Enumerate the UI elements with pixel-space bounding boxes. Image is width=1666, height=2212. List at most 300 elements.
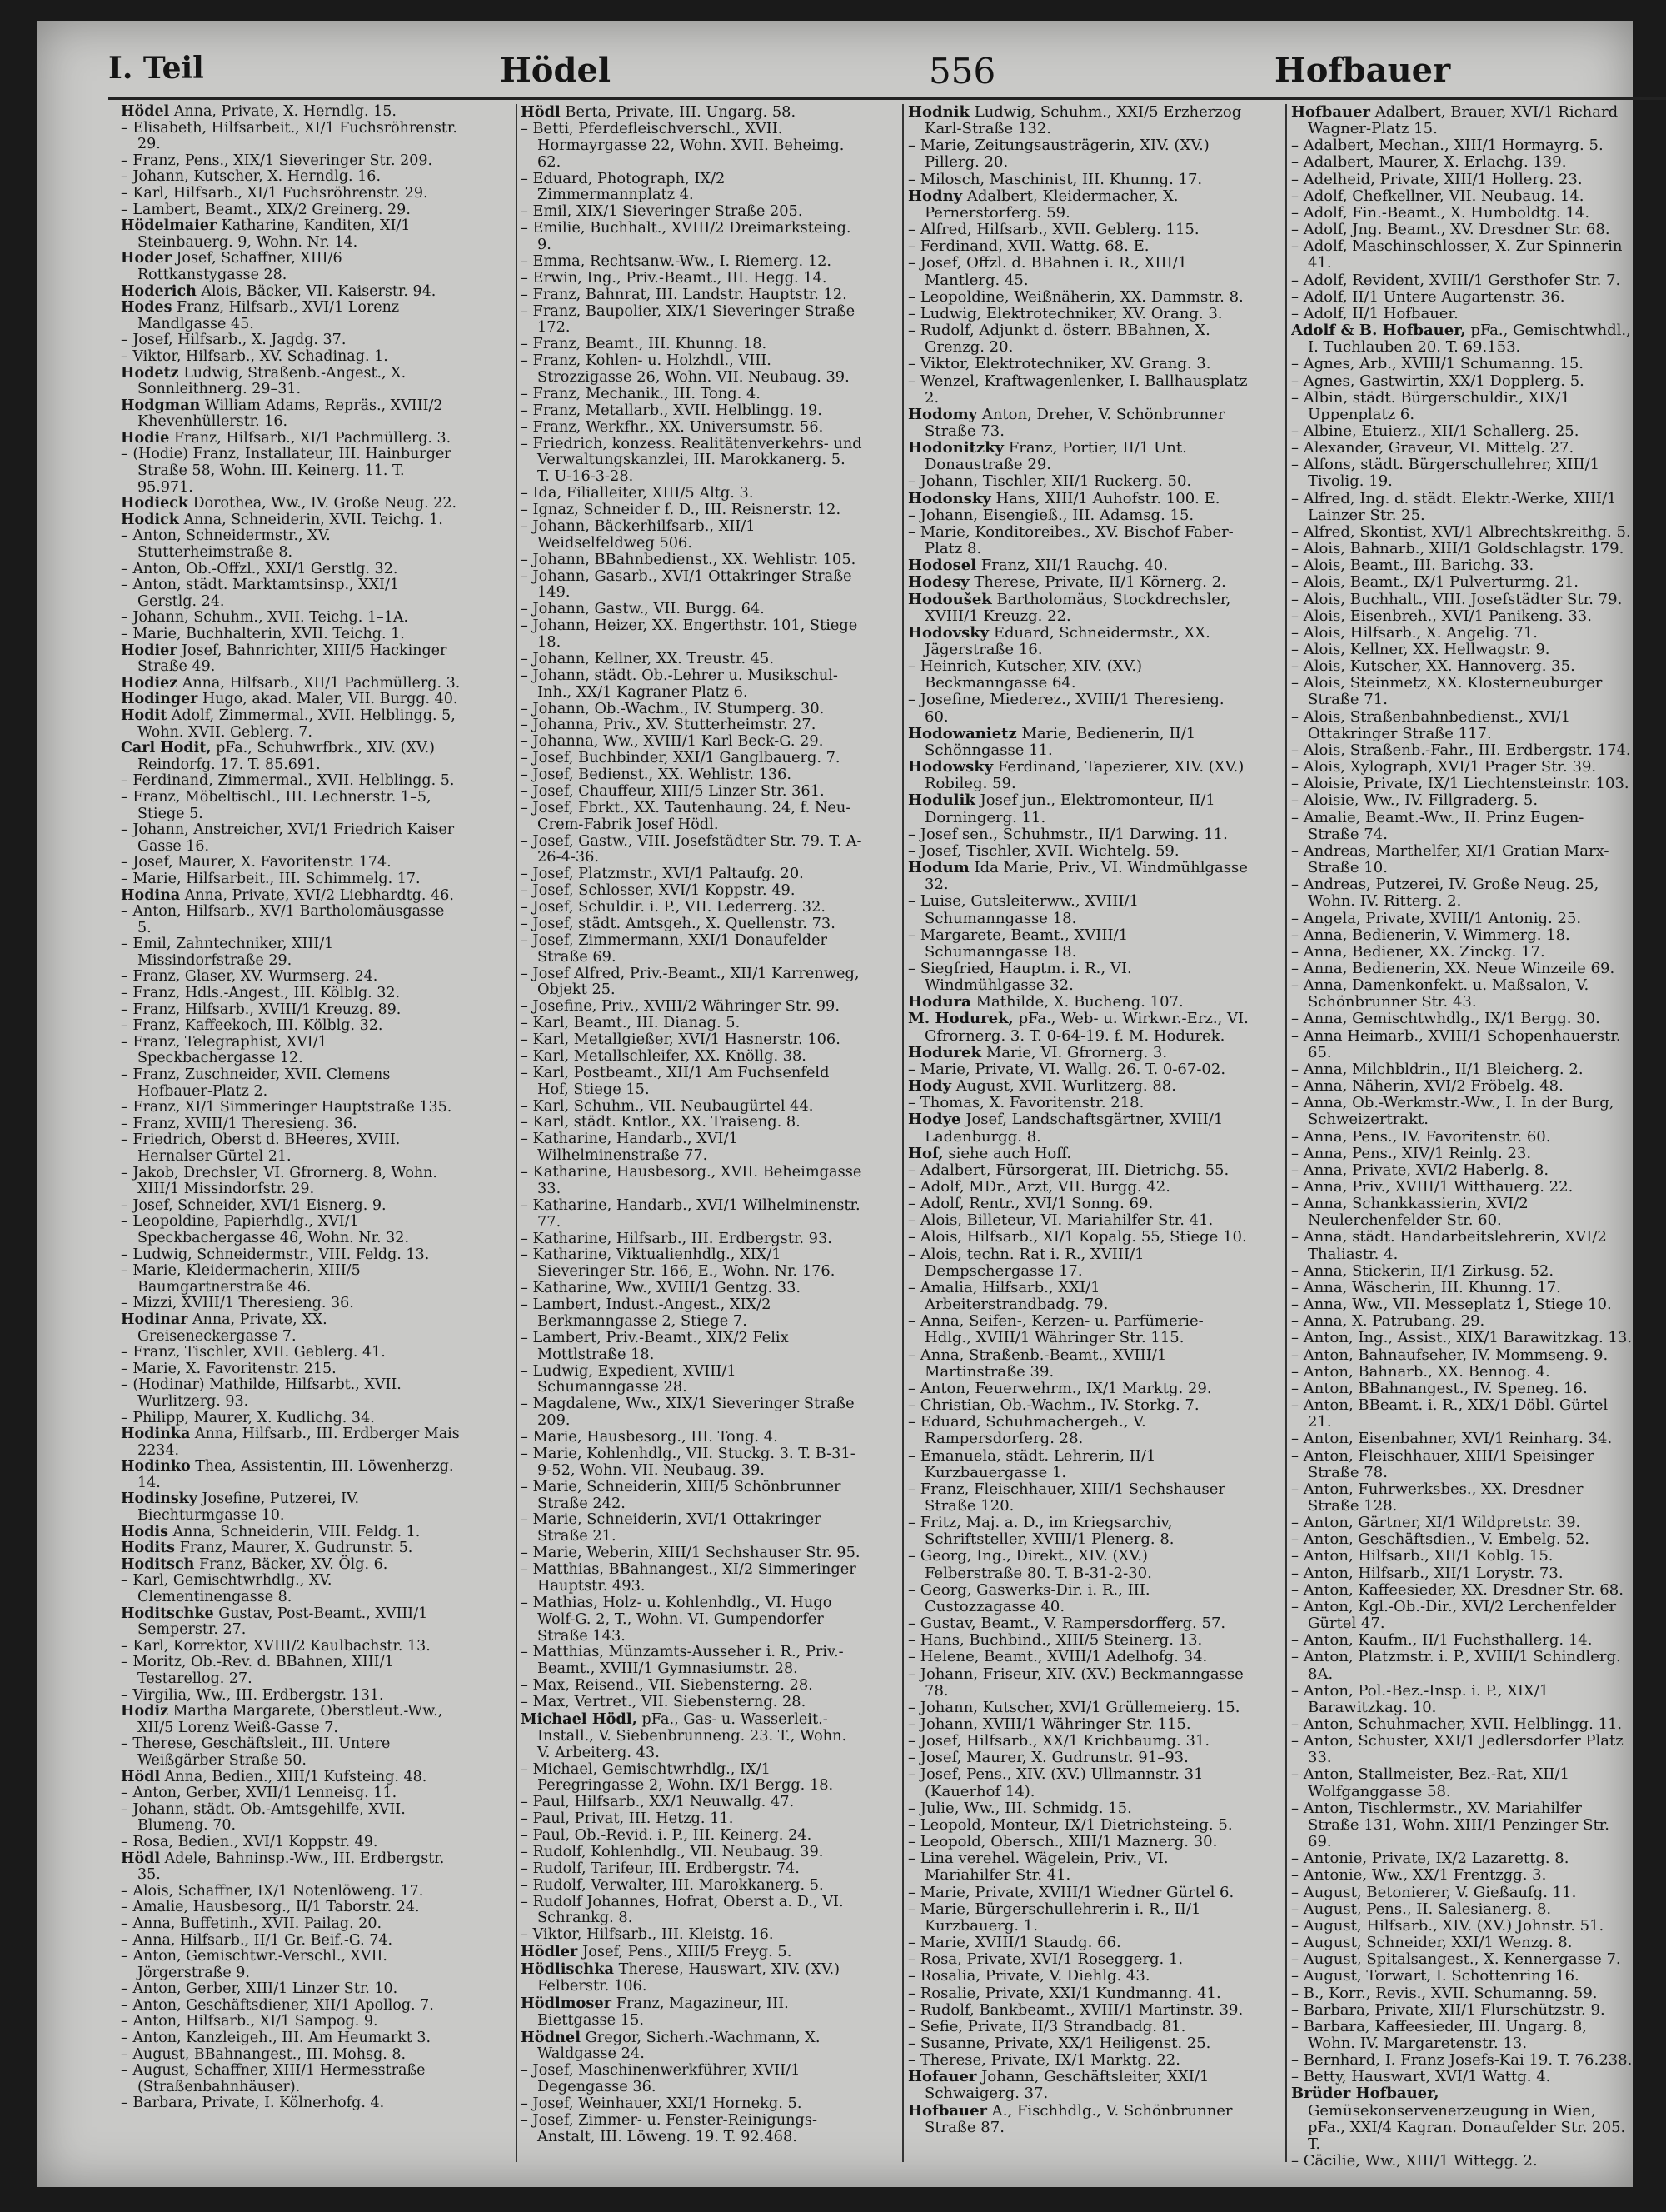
directory-entry (908, 1313, 1250, 1346)
part-label: I. Teil (108, 51, 204, 86)
entry-details: Anna, Hilfsarb., III. Erdberger Mais 2234. (137, 1426, 460, 1459)
entry-details: – Anna, Seifen-, Kerzen- u. Parfümerie-Hdlg., XVIII/1 Währinger Str. 115. (908, 1312, 1204, 1347)
entry-details: – Katharine, Hausbesorg., XVII. Beheimgasse 33. (521, 1164, 862, 1197)
entry-details: Johann, Geschäftsleiter, XXI/1 Schwaigerg. 37. (925, 2068, 1210, 2103)
directory-entry (121, 741, 462, 773)
entry-details: – Josef, Schlosser, XVI/1 Koppstr. 49. (521, 882, 796, 900)
directory-entry (521, 652, 862, 668)
directory-entry (1291, 1280, 1633, 1296)
entry-details: – Ida, Filialleiter, XIII/5 Altg. 3. (521, 485, 754, 502)
directory-entry (121, 1263, 462, 1296)
entry-details: – Rosa, Bedien., XVI/1 Koppstr. 49. (121, 1833, 378, 1850)
directory-entry (121, 1100, 462, 1116)
entry-details: – Anton, Geschäftsdien., V. Embelg. 52. (1291, 1530, 1589, 1549)
directory-entry (1291, 2002, 1633, 2019)
directory-entry (908, 356, 1250, 372)
directory-entry (1291, 1968, 1633, 1985)
entry-details: – Anton, Bahnarb., XX. Bennog. 4. (1291, 1362, 1550, 1381)
directory-entry (908, 1246, 1250, 1280)
directory-entry (1291, 356, 1633, 372)
last-entry-word: Hofbauer (1274, 51, 1451, 90)
directory-entry (121, 1312, 462, 1345)
entry-details: – Anton, Schuster, XXI/1 Jedlersdorfer Platz 33. (1291, 1732, 1624, 1767)
entry-details: – Leopoldine, Weißnäherin, XX. Dammstr. 8. (908, 287, 1244, 306)
header-rule (108, 97, 1666, 100)
entry-details: – Marie, X. Favoritenstr. 215. (121, 1360, 337, 1377)
entry-details: – Anton, BBahnangest., IV. Speneg. 16. (1291, 1379, 1588, 1397)
directory-entry (908, 1515, 1250, 1548)
directory-entry (1291, 137, 1633, 154)
entry-details: – Paul, Ob.-Revid. i. P., III. Keinerg. 24. (521, 1827, 812, 1844)
entry-details: – Karl, Hilfsarb., XI/1 Fuchsröhrenstr. 29. (121, 184, 428, 202)
entry-details: – Alfons, städt. Bürgerschullehrer, XIII/1 Tivolig. 19. (1291, 456, 1600, 491)
directory-entry (908, 238, 1250, 255)
directory-entry (908, 625, 1250, 658)
entry-details: – Anton, Hilfsarb., XII/1 Lorystr. 73. (1291, 1564, 1564, 1582)
directory-entry (908, 1347, 1250, 1381)
directory-entry (1291, 810, 1633, 843)
entry-surname: Hodosel (908, 557, 977, 575)
directory-entry (908, 373, 1250, 407)
entry-details: – Franz, Baupolier, XIX/1 Sieveringer Straße 172. (521, 302, 855, 337)
directory-entry (521, 916, 862, 933)
entry-details: – Johann, Friseur, XIV. (XV.) Beckmanngasse 78. (908, 1665, 1244, 1700)
directory-entry (121, 1573, 462, 1605)
directory-entry (121, 186, 462, 202)
directory-entry (908, 1968, 1250, 1985)
entry-details: – Anna, Bedienerin, V. Wimmerg. 18. (1291, 926, 1570, 944)
entry-details: – Amalie, Beamt.-Ww., II. Prinz Eugen-Straße 74. (1291, 808, 1584, 843)
directory-entry (1291, 792, 1633, 809)
directory-entry (521, 1795, 862, 1811)
entry-details: Adalbert, Brauer, XVI/1 Richard Wagner-Platz 15. (1308, 104, 1619, 138)
entry-details: Franz, Magazineur, III. Biettgasse 15. (537, 1995, 789, 2029)
entry-details: – Anna, Gemischtwhdlg., IX/1 Bergg. 30. (1291, 1010, 1600, 1028)
entry-details: – Jakob, Drechsler, VI. Gfrornerg. 8, Wohn. XIII/1 Missindorfstr. 29. (121, 1164, 437, 1198)
entry-details: – Ludwig, Expedient, XVIII/1 Schumanngasse 28. (521, 1362, 736, 1396)
directory-entry (521, 618, 862, 652)
page-number: 556 (929, 51, 996, 92)
directory-entry (908, 306, 1250, 322)
directory-entry (908, 1061, 1250, 1078)
entry-details: Thea, Assistentin, III. Löwenherzg. 14. (137, 1458, 454, 1491)
directory-entry (908, 104, 1250, 137)
entry-details: – Karl, Metallgießer, XVI/1 Hasnerstr. 106. (521, 1031, 840, 1048)
directory-entry (1291, 1800, 1633, 1850)
directory-entry (121, 1540, 462, 1557)
entry-surname: Hodnik (908, 104, 970, 121)
entry-details: – Rudolf Johannes, Hofrat, Oberst a. D., VI. Schrankg. 8. (521, 1893, 844, 1927)
directory-entry (521, 966, 862, 1000)
entry-details: pFa., Schuhwrfbrk., XIV. (XV.) Reindorfg. 17. T. 85.691. (137, 740, 435, 773)
entry-details: – Josef, Zimmermann, XXI/1 Donaufelder Straße 69. (521, 931, 828, 966)
entry-surname: Hodis (121, 1523, 168, 1540)
entry-details: – Cäcilie, Ww., XIII/1 Wittegg. 2. (1291, 2152, 1538, 2170)
directory-entry (1291, 592, 1633, 608)
directory-entry (908, 658, 1250, 692)
entry-details: – Rudolf, Verwalter, III. Marokkanerg. 5. (521, 1876, 824, 1894)
directory-entry (521, 502, 862, 519)
entry-details: – Viktor, Hilfsarb., III. Kleistg. 16. (521, 1926, 774, 1944)
entry-details: – Christian, Ob.-Wachm., IV. Storkg. 7. (908, 1396, 1200, 1415)
entry-details: – August, Pens., II. Salesianerg. 8. (1291, 1900, 1552, 1918)
entry-details: Marie, VI. Gfrornerg. 3. (985, 1043, 1168, 1061)
entry-surname: Hof, (908, 1144, 944, 1162)
directory-entry (521, 1828, 862, 1845)
entry-details: – Katharine, Viktualienhdlg., XIX/1 Sieveringer Str. 166, E., Wohn. Nr. 176. (521, 1246, 835, 1281)
directory-entry (1291, 440, 1633, 457)
directory-entry (121, 1067, 462, 1100)
directory-entry (1291, 1229, 1633, 1262)
entry-surname: Hodieck (121, 495, 189, 512)
entry-details: – Karl, städt. Kntlor., XX. Traiseng. 8. (521, 1114, 801, 1131)
directory-entry (1291, 1028, 1633, 1061)
directory-entry (1291, 1985, 1633, 2002)
directory-entry (908, 792, 1250, 826)
entry-details: – Franz, Hdls.-Angest., III. Kölblg. 32. (121, 985, 401, 1002)
directory-entry (1291, 306, 1633, 322)
directory-entry (908, 961, 1250, 994)
directory-entry (908, 322, 1250, 356)
entry-surname: Hoder (121, 250, 172, 267)
entry-details: – Angela, Private, XVIII/1 Antonig. 25. (1291, 909, 1582, 927)
directory-entry (1291, 759, 1633, 776)
directory-entry (521, 1231, 862, 1248)
directory-entry (121, 986, 462, 1002)
directory-entry (908, 592, 1250, 625)
directory-entry (1291, 1397, 1633, 1431)
entry-surname: Hödlmoser (521, 1994, 612, 2012)
entry-details: – Marie, Schneiderin, XIII/5 Schönbrunner Straße 242. (521, 1478, 841, 1512)
entry-surname: Hodum (908, 859, 970, 877)
directory-entry (521, 1861, 862, 1878)
entry-surname: Hödelmaier (121, 217, 217, 235)
directory-entry (121, 2014, 462, 2030)
entry-details: Adalbert, Kleidermacher, X. Pernerstorferg. 59. (925, 187, 1179, 222)
directory-entry (1291, 1766, 1633, 1800)
entry-details: Berta, Private, III. Ungarg. 58. (565, 104, 796, 121)
entry-details: – Josef, Gastw., VIII. Josefstädter Str. 79. T. A-26-4-36. (521, 832, 862, 866)
directory-entry (121, 1198, 462, 1215)
entry-details: – Albine, Etuierz., XII/1 Schallerg. 25. (1291, 422, 1579, 440)
entry-details: – Johann, Bäckerhilfsarb., XII/1 Weidselfeldweg 506. (521, 517, 756, 552)
directory-entry (521, 1927, 862, 1944)
entry-details: – Emil, Zahntechniker, XIII/1 Missindorfstraße 29. (121, 936, 334, 969)
entry-details: – Alfred, Skontist, XVI/1 Albrechtskreithg. 5. (1291, 522, 1631, 541)
directory-entry (521, 1480, 862, 1513)
entry-details: Franz, Maurer, X. Gudrunstr. 5. (179, 1540, 413, 1557)
directory-entry (908, 1766, 1250, 1800)
entry-details: – Ferdinand, XVII. Wattg. 68. E. (908, 237, 1150, 256)
directory-entry (1291, 1347, 1633, 1364)
directory-entry (521, 1695, 862, 1711)
entry-details: – Anton, Hilfsarb., XV/1 Bartholomäusgasse 5. (121, 903, 445, 936)
entry-details: Josef jun., Elektromonteur, II/1 Dorningerg. 11. (925, 791, 1215, 826)
directory-entry (521, 552, 862, 569)
column-divider (1285, 104, 1287, 2162)
entry-details: – Franz, Telegraphist, XVI/1 Speckbachergasse 12. (121, 1033, 327, 1067)
entry-details: – Mathias, Holz- u. Kohlenhdlg., VI. Hugo Wolf-G. 2, T., Wohn. VI. Gumpendorfer Straße 143. (521, 1594, 832, 1645)
directory-entry (521, 1562, 862, 1595)
entry-details: – Heinrich, Kutscher, XIV. (XV.) Beckmanngasse 64. (908, 657, 1143, 692)
directory-entry (121, 627, 462, 643)
directory-column-3 (908, 104, 1250, 2179)
directory-entry (121, 676, 462, 692)
entry-surname: Hodinka (121, 1426, 191, 1443)
entry-details: – Johann, städt. Ob.-Amtsgehilfe, XVII. Blumeng. 70. (121, 1800, 406, 1835)
entry-details: – Josef, Schuldir. i. P., VII. Lederrerg. 32. (521, 899, 826, 916)
directory-entry (121, 300, 462, 332)
directory-entry (521, 1944, 862, 1961)
directory-entry (908, 524, 1250, 557)
entry-details: – Franz, Glaser, XV. Wurmserg. 24. (121, 968, 378, 986)
entry-details: – Friedrich, konzess. Realitätenverkehrs- und Verwaltungskanzlei, III. Marokkanerg. 5. T. U-16-3-28. (521, 435, 862, 486)
directory-entry (121, 1851, 462, 1884)
directory-entry (1291, 1716, 1633, 1733)
entry-details: – Adelheid, Private, XIII/1 Hollerg. 23. (1291, 170, 1583, 188)
entry-details: Therese, Hauswart, XIV. (XV.) Felberstr. 106. (537, 1961, 840, 1995)
directory-entry (908, 1229, 1250, 1246)
entry-details: Ida Marie, Priv., VI. Windmühlgasse 32. (925, 859, 1248, 894)
directory-entry (908, 1448, 1250, 1481)
entry-details: – Anton, Fleischhauer, XIII/1 Speisinger Straße 78. (1291, 1446, 1594, 1481)
entry-details: – Karl, Gemischtwrhdlg., XV. Clementinengasse 8. (121, 1572, 332, 1606)
directory-entry (1291, 1381, 1633, 1397)
entry-details: – Leopoldine, Papierhdlg., XVI/1 Speckbachergasse 46, Wohn. Nr. 32. (121, 1213, 410, 1246)
entry-details: Anna, Hilfsarb., XII/1 Pachmüllerg. 3. (182, 674, 461, 692)
entry-details: – Anton, Stallmeister, Bez.-Rat, XII/1 Wolfganggasse 58. (1291, 1765, 1569, 1800)
entry-details: Gustav, Post-Beamt., XVIII/1 Semperstr. 27. (137, 1605, 428, 1639)
entry-details: Bartholomäus, Stockdrechsler, XVIII/1 Kreuzg. 22. (925, 590, 1231, 625)
directory-entry (121, 871, 462, 888)
entry-details: – Thomas, X. Favoritenstr. 218. (908, 1094, 1145, 1112)
entry-surname: Hodesy (908, 573, 970, 592)
entry-details: Mathilde, X. Bucheng. 107. (975, 993, 1184, 1011)
entry-details: – Michael, Gemischtwrhdlg., IX/1 Peregringasse 2, Wohn. IX/1 Bergg. 18. (521, 1760, 834, 1795)
entry-details: Josef, Bahnrichter, XIII/5 Hackinger Straße 49. (137, 642, 447, 676)
directory-entry (1291, 2019, 1633, 2052)
entry-details: – Therese, Private, IX/1 Marktg. 22. (908, 2051, 1180, 2070)
entry-details: – Anton, Kaufm., II/1 Fuchsthallerg. 14. (1291, 1631, 1593, 1650)
entry-details: – Barbara, Private, I. Kölnerhofg. 4. (121, 2095, 385, 2112)
entry-details: – Anna, Straßenb.-Beamt., XVIII/1 Martinstraße 39. (908, 1346, 1167, 1381)
directory-entry (521, 933, 862, 966)
directory-entry (121, 577, 462, 610)
entry-details: – Katharine, Handarb., XVI/1 Wilhelminenstraße 77. (521, 1131, 738, 1165)
entry-details: – Anna, städt. Handarbeitslehrerin, XVI/2 Thaliastr. 4. (1291, 1228, 1607, 1263)
entry-details: – Leopold, Obersch., XIII/1 Maznerg. 30. (908, 1833, 1218, 1851)
entry-details: – Adolf, II/1 Hofbauer. (1291, 304, 1459, 322)
directory-entry (521, 437, 862, 487)
entry-details: – Alois, Schaffner, IX/1 Notenlöweng. 17. (121, 1882, 424, 1900)
directory-entry (908, 893, 1250, 926)
entry-details: – Josef, Pens., XIV. (XV.) Ullmannstr. 31 (Kauerhof 14). (908, 1765, 1204, 1800)
directory-entry (121, 1639, 462, 1655)
entry-details: – Franz, Zuschneider, XVII. Clemens Hofbauer-Platz 2. (121, 1066, 391, 1100)
entry-details: Anna, Bedien., XIII/1 Kufsteing. 48. (164, 1768, 427, 1785)
entry-details: – Johann, Anstreicher, XVI/1 Friedrich Kaiser Gasse 16. (121, 821, 455, 855)
directory-entry (121, 528, 462, 561)
directory-entry (121, 1377, 462, 1410)
entry-details: – Therese, Geschäftsleit., III. Untere Weißgärber Straße 50. (121, 1735, 391, 1769)
directory-entry (908, 927, 1250, 961)
entry-details: – Lambert, Indust.-Angest., XIX/2 Berkmanngasse 2, Stiege 7. (521, 1296, 771, 1330)
entry-details: – Anton, Kgl.-Ob.-Dir., XVI/2 Lerchenfelder Gürtel 47. (1291, 1597, 1617, 1633)
directory-entry (1291, 776, 1633, 792)
directory-entry (908, 1414, 1250, 1447)
entry-details: – Agnes, Arb., XVIII/1 Schumanng. 15. (1291, 355, 1584, 373)
entry-details: Martha Margarete, Oberstleut.-Ww., XII/5 Lorenz Weiß-Gasse 7. (137, 1703, 443, 1736)
directory-entry (908, 843, 1250, 860)
entry-details: – Marie, Schneiderin, XVI/1 Ottakringer Straße 21. (521, 1511, 821, 1545)
directory-entry (121, 512, 462, 529)
directory-entry (521, 784, 862, 801)
directory-entry (121, 1116, 462, 1133)
directory-entry (521, 271, 862, 287)
entry-surname: Hodomy (908, 405, 978, 423)
entry-surname: Hodgman (121, 397, 201, 414)
directory-entry (121, 1785, 462, 1802)
directory-entry (521, 221, 862, 254)
entry-details: – Betty, Hauswart, XVI/1 Wattg. 4. (1291, 2068, 1551, 2086)
directory-entry (1291, 1263, 1633, 1280)
entry-details: – August, BBahnangest., III. Mohsg. 8. (121, 2045, 407, 2063)
entry-details: – Anna, Stickerin, II/1 Zirkusg. 52. (1291, 1261, 1554, 1280)
directory-entry (121, 1345, 462, 1361)
entry-details: – Marie, XVIII/1 Staudg. 66. (908, 1934, 1121, 1952)
entry-details: – Adolf, MDr., Arzt, VII. Burgg. 42. (908, 1178, 1170, 1196)
directory-entry (1291, 1313, 1633, 1330)
directory-entry (1291, 1196, 1633, 1229)
entry-surname: Hodinsky (121, 1490, 197, 1508)
entry-details: – Marie, Buchhalterin, XVII. Teichg. 1. (121, 626, 405, 642)
entry-details: – Aloisie, Private, IX/1 Liechtensteinstr. 103. (1291, 775, 1629, 793)
directory-entry (121, 1426, 462, 1459)
entry-details: – Adalbert, Maurer, X. Erlachg. 139. (1291, 153, 1567, 172)
entry-details: – Lambert, Beamt., XIX/2 Greinerg. 29. (121, 201, 411, 218)
directory-entry (1291, 491, 1633, 524)
directory-entry (1291, 423, 1633, 440)
entry-details: – Fritz, Maj. a. D., im Kriegsarchiv, Schriftsteller, XVIII/1 Plenerg. 8. (908, 1514, 1175, 1549)
directory-entry (1291, 1649, 1633, 1682)
entry-details: – Alois, techn. Rat i. R., XVIII/1 Dempschergasse 17. (908, 1245, 1145, 1280)
entry-surname: Hodinger (121, 691, 198, 708)
directory-entry (121, 2063, 462, 2095)
entry-details: – Josef, Weinhauer, XXI/1 Hornekg. 5. (521, 2095, 802, 2112)
entry-details: – Ignaz, Schneider f. D., III. Reisnerstr. 12. (521, 502, 841, 518)
entry-details: – Magdalene, Ww., XIX/1 Sieveringer Straße 209. (521, 1396, 855, 1430)
entry-surname: Hödl (121, 1850, 161, 1867)
directory-entry (908, 1817, 1250, 1834)
entry-details: – Betti, Pferdefleischverschl., XVII. Hormayrgasse 22, Wohn. XVII. Beheimg. 62. (521, 120, 845, 171)
entry-surname: Hodinar (121, 1311, 188, 1328)
directory-entry (908, 1834, 1250, 1850)
entry-details: – Anton, Hilfsarb., XI/1 Sampog. 9. (121, 2013, 378, 2030)
directory-entry (521, 1762, 862, 1795)
directory-entry (521, 900, 862, 916)
directory-entry (908, 1212, 1250, 1229)
entry-details: – Alexander, Graveur, VI. Mittelg. 27. (1291, 439, 1574, 457)
entry-surname: Hodowanietz (908, 724, 1017, 742)
directory-entry (908, 473, 1250, 490)
entry-details: – Katharine, Ww., XVIII/1 Gentzg. 33. (521, 1280, 801, 1297)
directory-entry (521, 1131, 862, 1165)
directory-entry (908, 188, 1250, 222)
entry-details: – Johann, Tischler, XII/1 Ruckerg. 50. (908, 472, 1192, 491)
entry-details: – Anton, Hilfsarb., XII/1 Koblg. 15. (1291, 1547, 1554, 1565)
directory-entry (1291, 457, 1633, 490)
entry-details: – Anton, Gerber, XVII/1 Lenneisg. 11. (121, 1785, 397, 1802)
directory-column-1 (121, 104, 462, 2179)
directory-entry (1291, 1531, 1633, 1548)
entry-details: – Adolf, II/1 Untere Augartenstr. 36. (1291, 287, 1565, 306)
directory-entry (908, 1885, 1250, 1901)
directory-entry (521, 1115, 862, 1131)
entry-details: – Alois, Buchhalt., VIII. Josefstädter Str. 79. (1291, 590, 1623, 608)
entry-surname: Hodinko (121, 1458, 191, 1475)
entry-details: – Johann, BBahnbedienst., XX. Wehlistr. 105. (521, 551, 856, 568)
directory-entry (908, 440, 1250, 473)
entry-details: – Albin, städt. Bürgerschuldir., XIX/1 Uppenplatz 6. (1291, 388, 1570, 423)
directory-entry (1291, 2153, 1633, 2170)
directory-entry (521, 1032, 862, 1049)
entry-details: – Katharine, Hilfsarb., III. Erdbergstr. 93. (521, 1230, 832, 1247)
directory-entry (1291, 1632, 1633, 1649)
entry-details: – Anton, Tischlermstr., XV. Mariahilfer Straße 131, Wohn. XIII/1 Penzinger Str. 69. (1291, 1799, 1610, 1851)
entry-details: – Max, Reisend., VII. Siebensterng. 28. (521, 1677, 813, 1695)
entry-details: – Lambert, Priv.-Beamt., XIX/2 Felix Mottlstraße 18. (521, 1329, 789, 1363)
directory-entry (521, 1016, 862, 1032)
directory-entry (908, 860, 1250, 893)
entry-details: – Rudolf, Adjunkt d. österr. BBahnen, X. Grenzg. 20. (908, 322, 1210, 357)
entry-details: Anna, Private, XX. Greiseneckergasse 7. (137, 1311, 327, 1345)
entry-details: – Franz, XI/1 Simmeringer Hauptstraße 135. (121, 1099, 452, 1116)
entry-details: – Anna, Ww., VII. Messeplatz 1, Stiege 10. (1291, 1296, 1612, 1314)
directory-entry (1291, 1179, 1633, 1196)
entry-details: – Franz, Möbeltischl., III. Lechnerstr. 1–5, Stiege 5. (121, 788, 431, 822)
directory-entry (521, 668, 862, 702)
directory-entry (121, 104, 462, 121)
entry-details: – Anna Heimarb., XVIII/1 Schopenhauerstr. 65. (1291, 1026, 1621, 1061)
directory-entry (1291, 524, 1633, 541)
directory-entry (908, 1850, 1250, 1884)
entry-details: – Josefine, Miederez., XVIII/1 Theresieng. 60. (908, 691, 1225, 726)
directory-entry (521, 1678, 862, 1695)
entry-details: – (Hodie) Franz, Installateur, III. Hainburger Straße 58, Wohn. III. Keinerg. 11. T. 95.971. (121, 446, 451, 496)
directory-entry (908, 2019, 1250, 2035)
directory-entry (121, 1688, 462, 1705)
entry-surname: Hody (908, 1077, 952, 1096)
entry-details: Eduard, Schneidermstr., XX. Jägerstraße 16. (925, 623, 1210, 658)
directory-entry (1291, 289, 1633, 306)
directory-entry (521, 486, 862, 502)
entry-surname: Hoditschke (121, 1605, 214, 1622)
directory-entry (521, 1446, 862, 1480)
entry-details: – Josef, städt. Amtsgeh., X. Quellenstr. 73. (521, 915, 835, 932)
directory-entry (521, 353, 862, 387)
entry-details: – Johann, Kellner, XX. Treustr. 45. (521, 650, 774, 667)
directory-entry (908, 826, 1250, 843)
entry-surname: Hodoušek (908, 590, 992, 608)
entry-details: pFa., Gemischtwhdl., I. Tuchlauben 20. T. 69.153. (1308, 322, 1631, 357)
directory-entry (121, 1018, 462, 1035)
directory-entry (121, 1002, 462, 1019)
directory-entry (121, 169, 462, 186)
directory-entry (908, 1666, 1250, 1700)
entry-details: Josef, Schaffner, XIII/6 Rottkanstygasse 28. (137, 250, 342, 283)
entry-details: – Adolf, Jng. Beamt., XV. Dresdner Str. 68. (1291, 221, 1610, 239)
entry-details: – Josef, Platzmstr., XVI/1 Paltaufg. 20. (521, 866, 804, 883)
